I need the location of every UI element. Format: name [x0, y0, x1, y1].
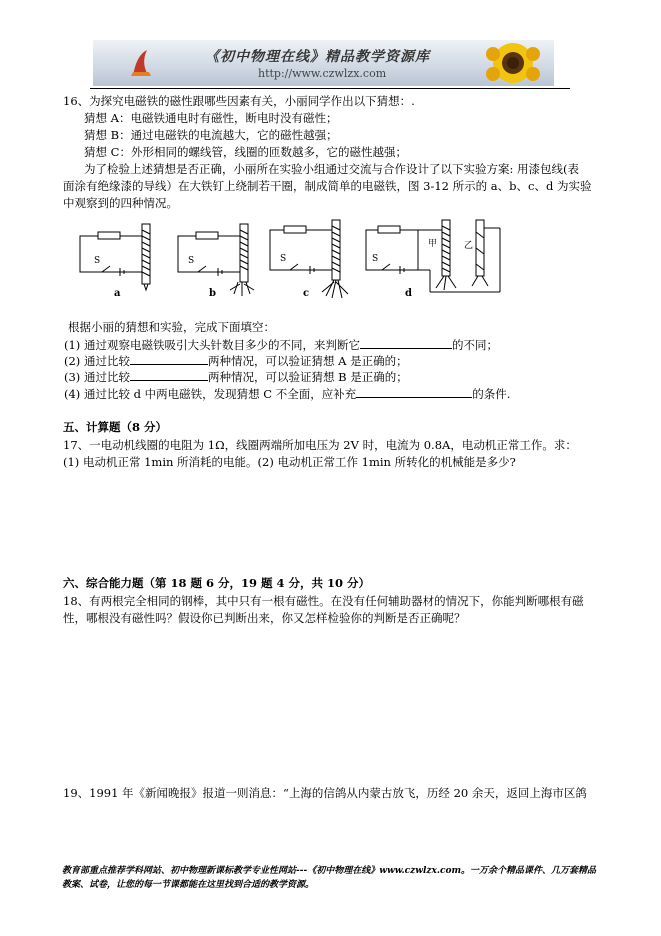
q16-fill-1 [64, 337, 498, 353]
fill-3-prefix: (3) 通过比较 [64, 370, 130, 384]
banner-url[interactable]: http://www.czwlzx.com [258, 67, 387, 80]
q18-line-2: 性，哪根没有磁性吗？假设你已判断出来，你又怎样检验你的判断是否正确呢？ [63, 611, 466, 625]
footer-text: 教育部重点推荐学科网站、初中物理新课标教学专业性网站---《初中物理在线》www.czwlzx.com。一万余个精品课件、几万套精品教案、试卷，让您的每一节课都能在这里找到合适的教学资源。 [62, 866, 597, 890]
fill-4-suffix: 的条件. [472, 387, 511, 401]
q16-para-3: 中观察到的四种情况。 [63, 196, 178, 210]
fig-label-jia: 甲 [428, 239, 438, 249]
fig-switch-c: S [280, 254, 287, 264]
fig-label-a: a [114, 288, 121, 299]
fill-4-prefix: (4) 通过比较 d 中两电磁铁，发现猜想 C 不全面，应补充 [64, 387, 357, 401]
fig-label-c: c [303, 288, 310, 299]
fill-1-prefix: (1) 通过观察电磁铁吸引大头针数目多少的不同，来判断它 [64, 338, 360, 352]
section-5-title: 五、计算题（8 分） [63, 420, 168, 434]
q16-para-1: 为了检验上述猜想是否正确，小丽所在实验小组通过交流与合作设计了以下实验方案: 用漆包线(表 [84, 162, 580, 176]
fig-label-d: d [405, 288, 412, 299]
logo-icon [129, 48, 153, 78]
blank-1[interactable] [360, 337, 452, 349]
banner-title: 《初中物理在线》精品教学资源库 [205, 49, 430, 65]
q16-fill-3 [64, 369, 408, 385]
q16-fill-2 [64, 353, 408, 369]
section-6-title: 六、综合能力题（第 18 题 6 分，19 题 4 分，共 10 分） [63, 576, 371, 590]
header-rule [90, 88, 570, 89]
electromagnet-figure [70, 218, 520, 300]
sunflower-icon [478, 40, 548, 86]
q17-line-2: (1) 电动机正常 1min 所消耗的电能。(2) 电动机正常工作 1min 所转化的机械能是多少? [63, 455, 516, 469]
blank-4[interactable] [356, 386, 472, 398]
q17-line-1: 17、一电动机线圈的电阻为 1Ω，线圈两端所加电压为 2V 时，电流为 0.8A，电动机正常工作。求： [63, 438, 577, 452]
blank-3[interactable] [130, 369, 208, 381]
fill-2-suffix: 两种情况，可以验证猜想 A 是正确的； [207, 354, 408, 368]
q16-fill-4 [64, 386, 510, 402]
q16-guess-b: 猜想 B：通过电磁铁的电流越大，它的磁性越强； [84, 128, 338, 142]
q16-intro: 16、为探究电磁铁的磁性跟哪些因素有关，小丽同学作出以下猜想：. [63, 94, 415, 108]
fig-label-b: b [209, 288, 216, 299]
q16-guess-a: 猜想 A：电磁铁通电时有磁性，断电时没有磁性； [84, 111, 338, 125]
fig-label-yi: 乙 [464, 241, 474, 251]
blank-2[interactable] [130, 353, 208, 365]
q18-line-1: 18、有两根完全相同的钢棒，其中只有一根有磁性。在没有任何辅助器材的情况下，你能判断哪根有磁 [63, 594, 584, 608]
q16-guess-c: 猜想 C：外形相同的螺线管，线圈的匝数越多，它的磁性越强； [84, 145, 407, 159]
q16-para-2: 面涂有绝缘漆的导线）在大铁钉上绕制若干圈，制成简单的电磁铁，图 3-12 所示的 a、b、c、d 为实验 [63, 179, 592, 193]
fill-2-prefix: (2) 通过比较 [64, 354, 130, 368]
fig-switch-b: S [188, 256, 195, 266]
q16-task: 根据小丽的猜想和实验，完成下面填空： [68, 320, 275, 334]
fill-3-suffix: 两种情况，可以验证猜想 B 是正确的； [207, 370, 408, 384]
q19-line-1: 19、1991 年《新闻晚报》报道一则消息：“上海的信鸽从内蒙古放飞，历经 20 余天，返回上海市区鸽 [63, 786, 587, 800]
fig-switch-a: S [94, 256, 101, 266]
fill-1-suffix: 的不同； [451, 338, 498, 352]
fig-switch-d: S [372, 254, 379, 264]
header-banner [93, 40, 554, 86]
